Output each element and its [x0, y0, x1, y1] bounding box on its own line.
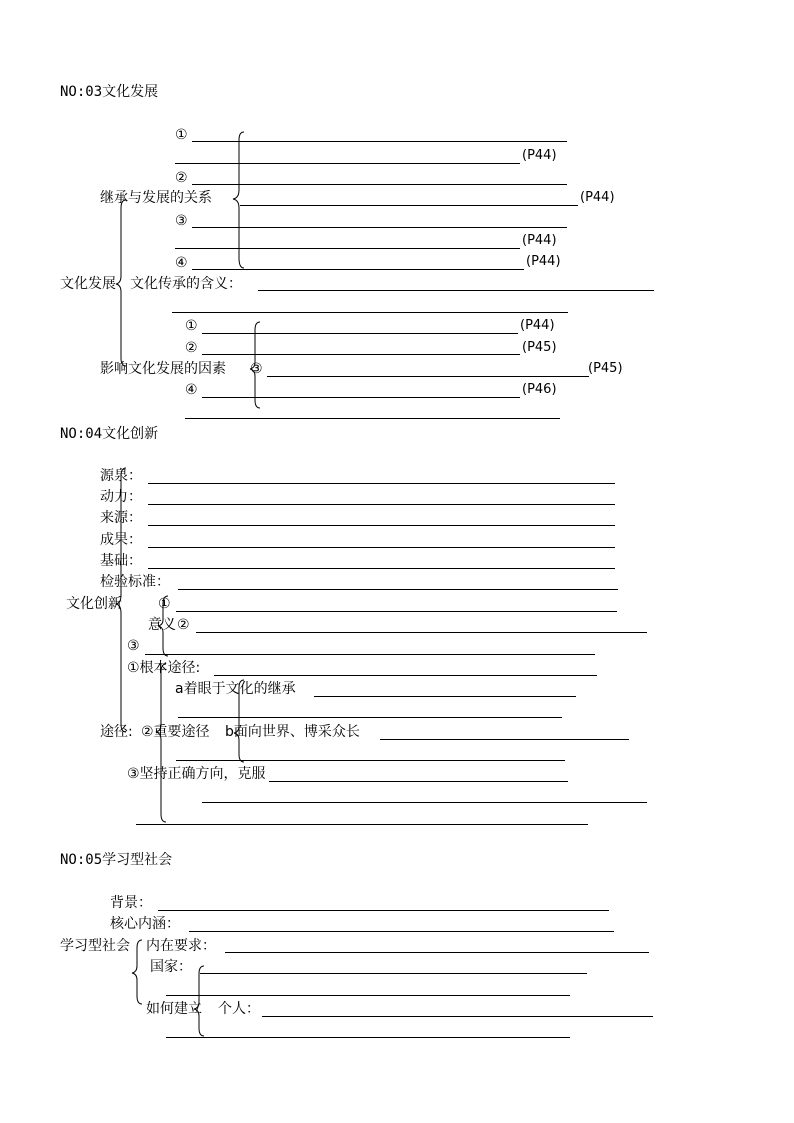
- brace-icon: [234, 680, 244, 762]
- learning-society-root-label: 学习型社会: [60, 938, 130, 954]
- page-ref: (P44): [580, 190, 615, 205]
- page-ref: (P44): [520, 318, 555, 333]
- page-ref: (P45): [588, 361, 623, 376]
- brace-icon: [158, 596, 168, 656]
- field-label-standard: 检验标准：: [100, 574, 170, 590]
- field-label-source: 源泉：: [100, 468, 142, 484]
- brace-icon: [233, 132, 244, 268]
- relation-label: 继承与发展的关系: [100, 190, 212, 206]
- field-label-foundation: 基础：: [100, 553, 142, 569]
- field-label-core-meaning: 核心内涵：: [110, 916, 180, 932]
- build-item-country: 国家：: [150, 959, 192, 975]
- factor-item-1-marker: ①: [185, 318, 198, 334]
- section-heading-learning-society: NO:05学习型社会: [60, 852, 173, 868]
- page-ref: (P44): [522, 148, 557, 163]
- meaning-label: 文化传承的含义：: [130, 276, 242, 292]
- significance-item-1-marker: ①: [158, 596, 171, 612]
- factor-item-4-marker: ④: [185, 382, 198, 398]
- culture-innovation-root-label: 文化创新: [66, 596, 122, 612]
- brace-icon: [194, 966, 204, 1036]
- build-item-individual: 个人：: [218, 1001, 260, 1017]
- factors-label: 影响文化发展的因素: [100, 361, 226, 377]
- culture-development-root-label: 文化发展: [60, 276, 116, 292]
- significance-item-3-marker: ③: [127, 638, 140, 654]
- relation-item-2-marker: ②: [175, 170, 188, 186]
- build-label: 如何建立: [146, 1001, 202, 1017]
- relation-item-3-marker: ③: [175, 213, 188, 229]
- approach-item-2: ②重要途径: [141, 724, 210, 740]
- approach-item-3: ③坚持正确方向，克服: [127, 766, 266, 782]
- relation-item-1-marker: ①: [175, 127, 188, 143]
- relation-item-4-marker: ④: [175, 255, 188, 271]
- brace-icon: [156, 664, 166, 822]
- page-ref: (P44): [522, 233, 557, 248]
- approach-sub-item-a: a着眼于文化的继承: [175, 681, 296, 697]
- page-ref: (P46): [522, 382, 557, 397]
- field-label-motivation: 动力：: [100, 489, 142, 505]
- brace-icon: [116, 468, 126, 732]
- brace-icon: [132, 940, 142, 1004]
- page-ref: (P44): [526, 254, 561, 269]
- brace-icon: [250, 322, 260, 408]
- factor-item-2-marker: ②: [185, 340, 198, 356]
- section-heading-culture-development: NO:03文化发展: [60, 84, 159, 100]
- factor-item-3-marker: ③: [250, 361, 263, 377]
- field-label-origin: 来源：: [100, 510, 142, 526]
- section-heading-culture-innovation: NO:04文化创新: [60, 426, 159, 442]
- approach-sub-item-b: b面向世界、博采众长: [225, 724, 360, 740]
- approach-label: 途径:: [100, 724, 133, 740]
- significance-label: 意义: [148, 617, 176, 633]
- significance-item-2-marker: ②: [177, 617, 190, 633]
- field-label-result: 成果：: [100, 532, 142, 548]
- page-ref: (P45): [522, 340, 557, 355]
- approach-item-1: ①根本途径:: [127, 660, 201, 676]
- field-label-inner-requirement: 内在要求：: [146, 938, 216, 954]
- brace-icon: [116, 200, 126, 366]
- field-label-background: 背景：: [110, 895, 152, 911]
